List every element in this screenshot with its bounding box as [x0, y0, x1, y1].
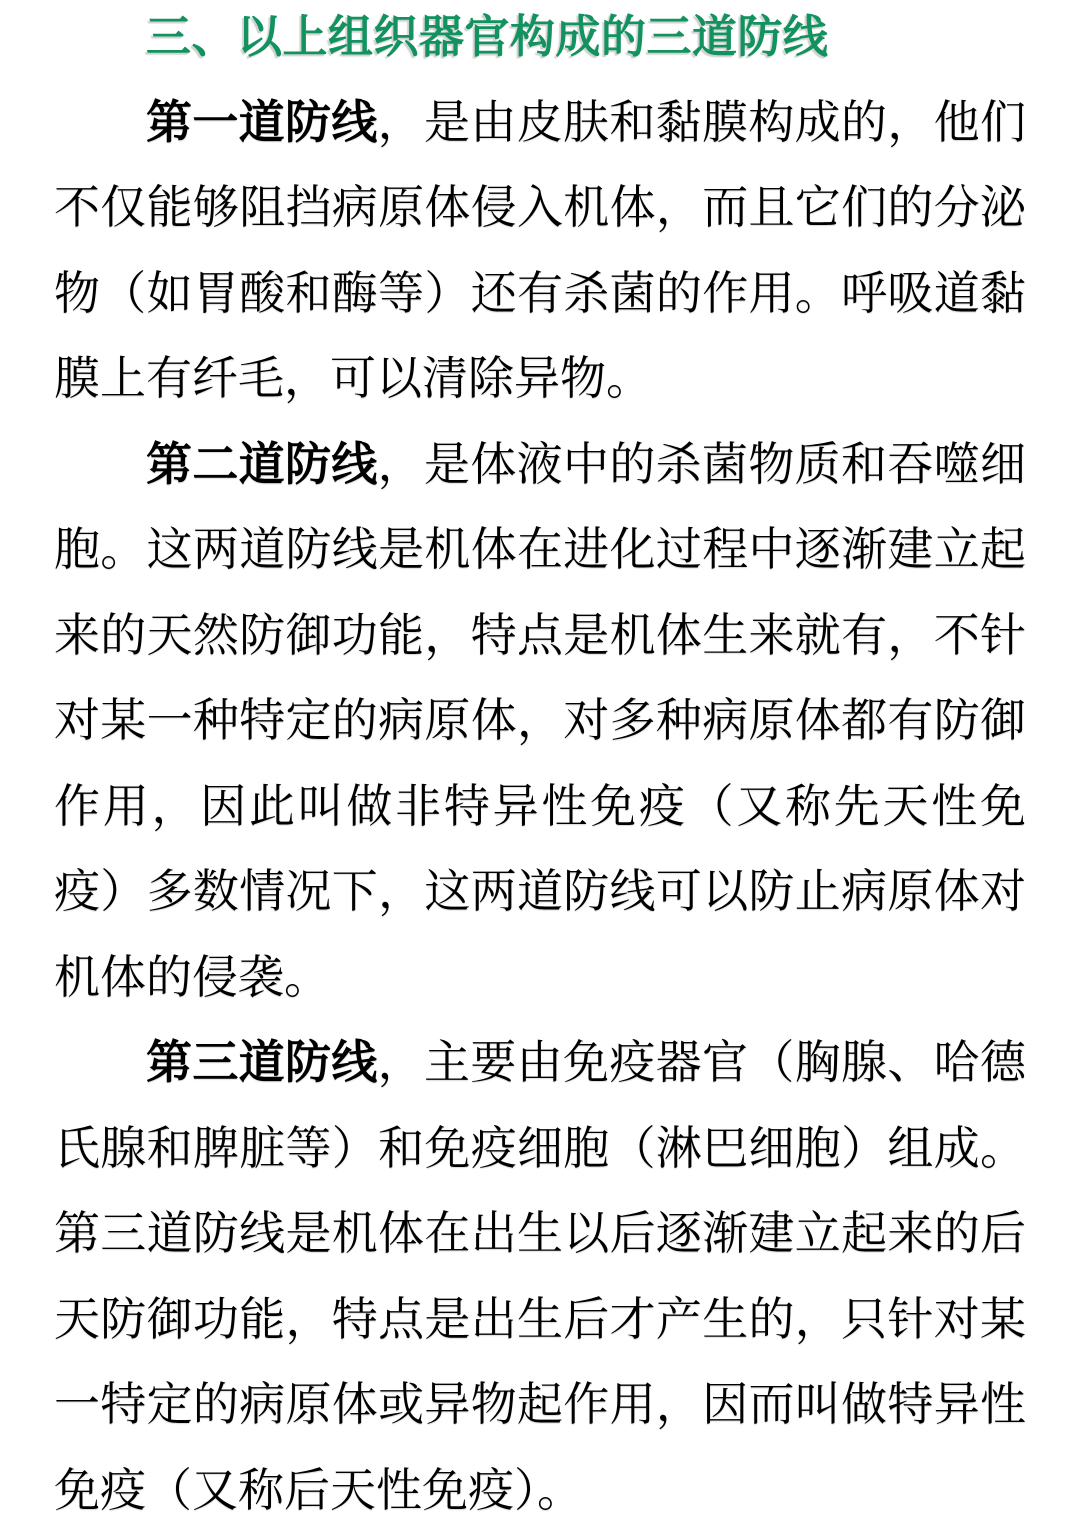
defense-line-3-body: ，主要由免疫器官（胸腺、哈德氏腺和脾脏等）和免疫细胞（淋巴细胞）组成。第三道防线是机体在出生以后逐渐建立起来的后天防御功能，特点是出生后才产生的，只针对某一特定的病原体或异物起作用，因而叫做特异性免疫（又称后天性免疫）。 [54, 1036, 1027, 1516]
paragraph-defense-line-3 [54, 1020, 1026, 1533]
paragraph-defense-line-2 [54, 422, 1026, 1021]
defense-line-3-label: 第三道防线 [146, 1036, 378, 1088]
defense-line-2-label: 第二道防线 [146, 437, 378, 490]
defense-line-1-body: ，是由皮肤和黏膜构成的，他们不仅能够阻挡病原体侵入机体，而且它们的分泌物（如胃酸和酶等）还有杀菌的作用。呼吸道黏膜上有纤毛，可以清除异物。 [54, 95, 1027, 404]
defense-line-2-body: ，是体液中的杀菌物质和吞噬细胞。这两道防线是机体在进化过程中逐渐建立起来的天然防御功能，特点是机体生来就有，不针对某一种特定的病原体，对多种病原体都有防御作用，因此叫做非特异性免疫（又称先天性免疫）多数情况下，这两道防线可以防止病原体对机体的侵袭。 [54, 437, 1027, 1003]
section-heading: 三、以上组织器官构成的三道防线 [146, 11, 829, 62]
defense-line-1-label: 第一道防线 [146, 95, 378, 148]
paragraph-defense-line-1 [54, 80, 1026, 422]
